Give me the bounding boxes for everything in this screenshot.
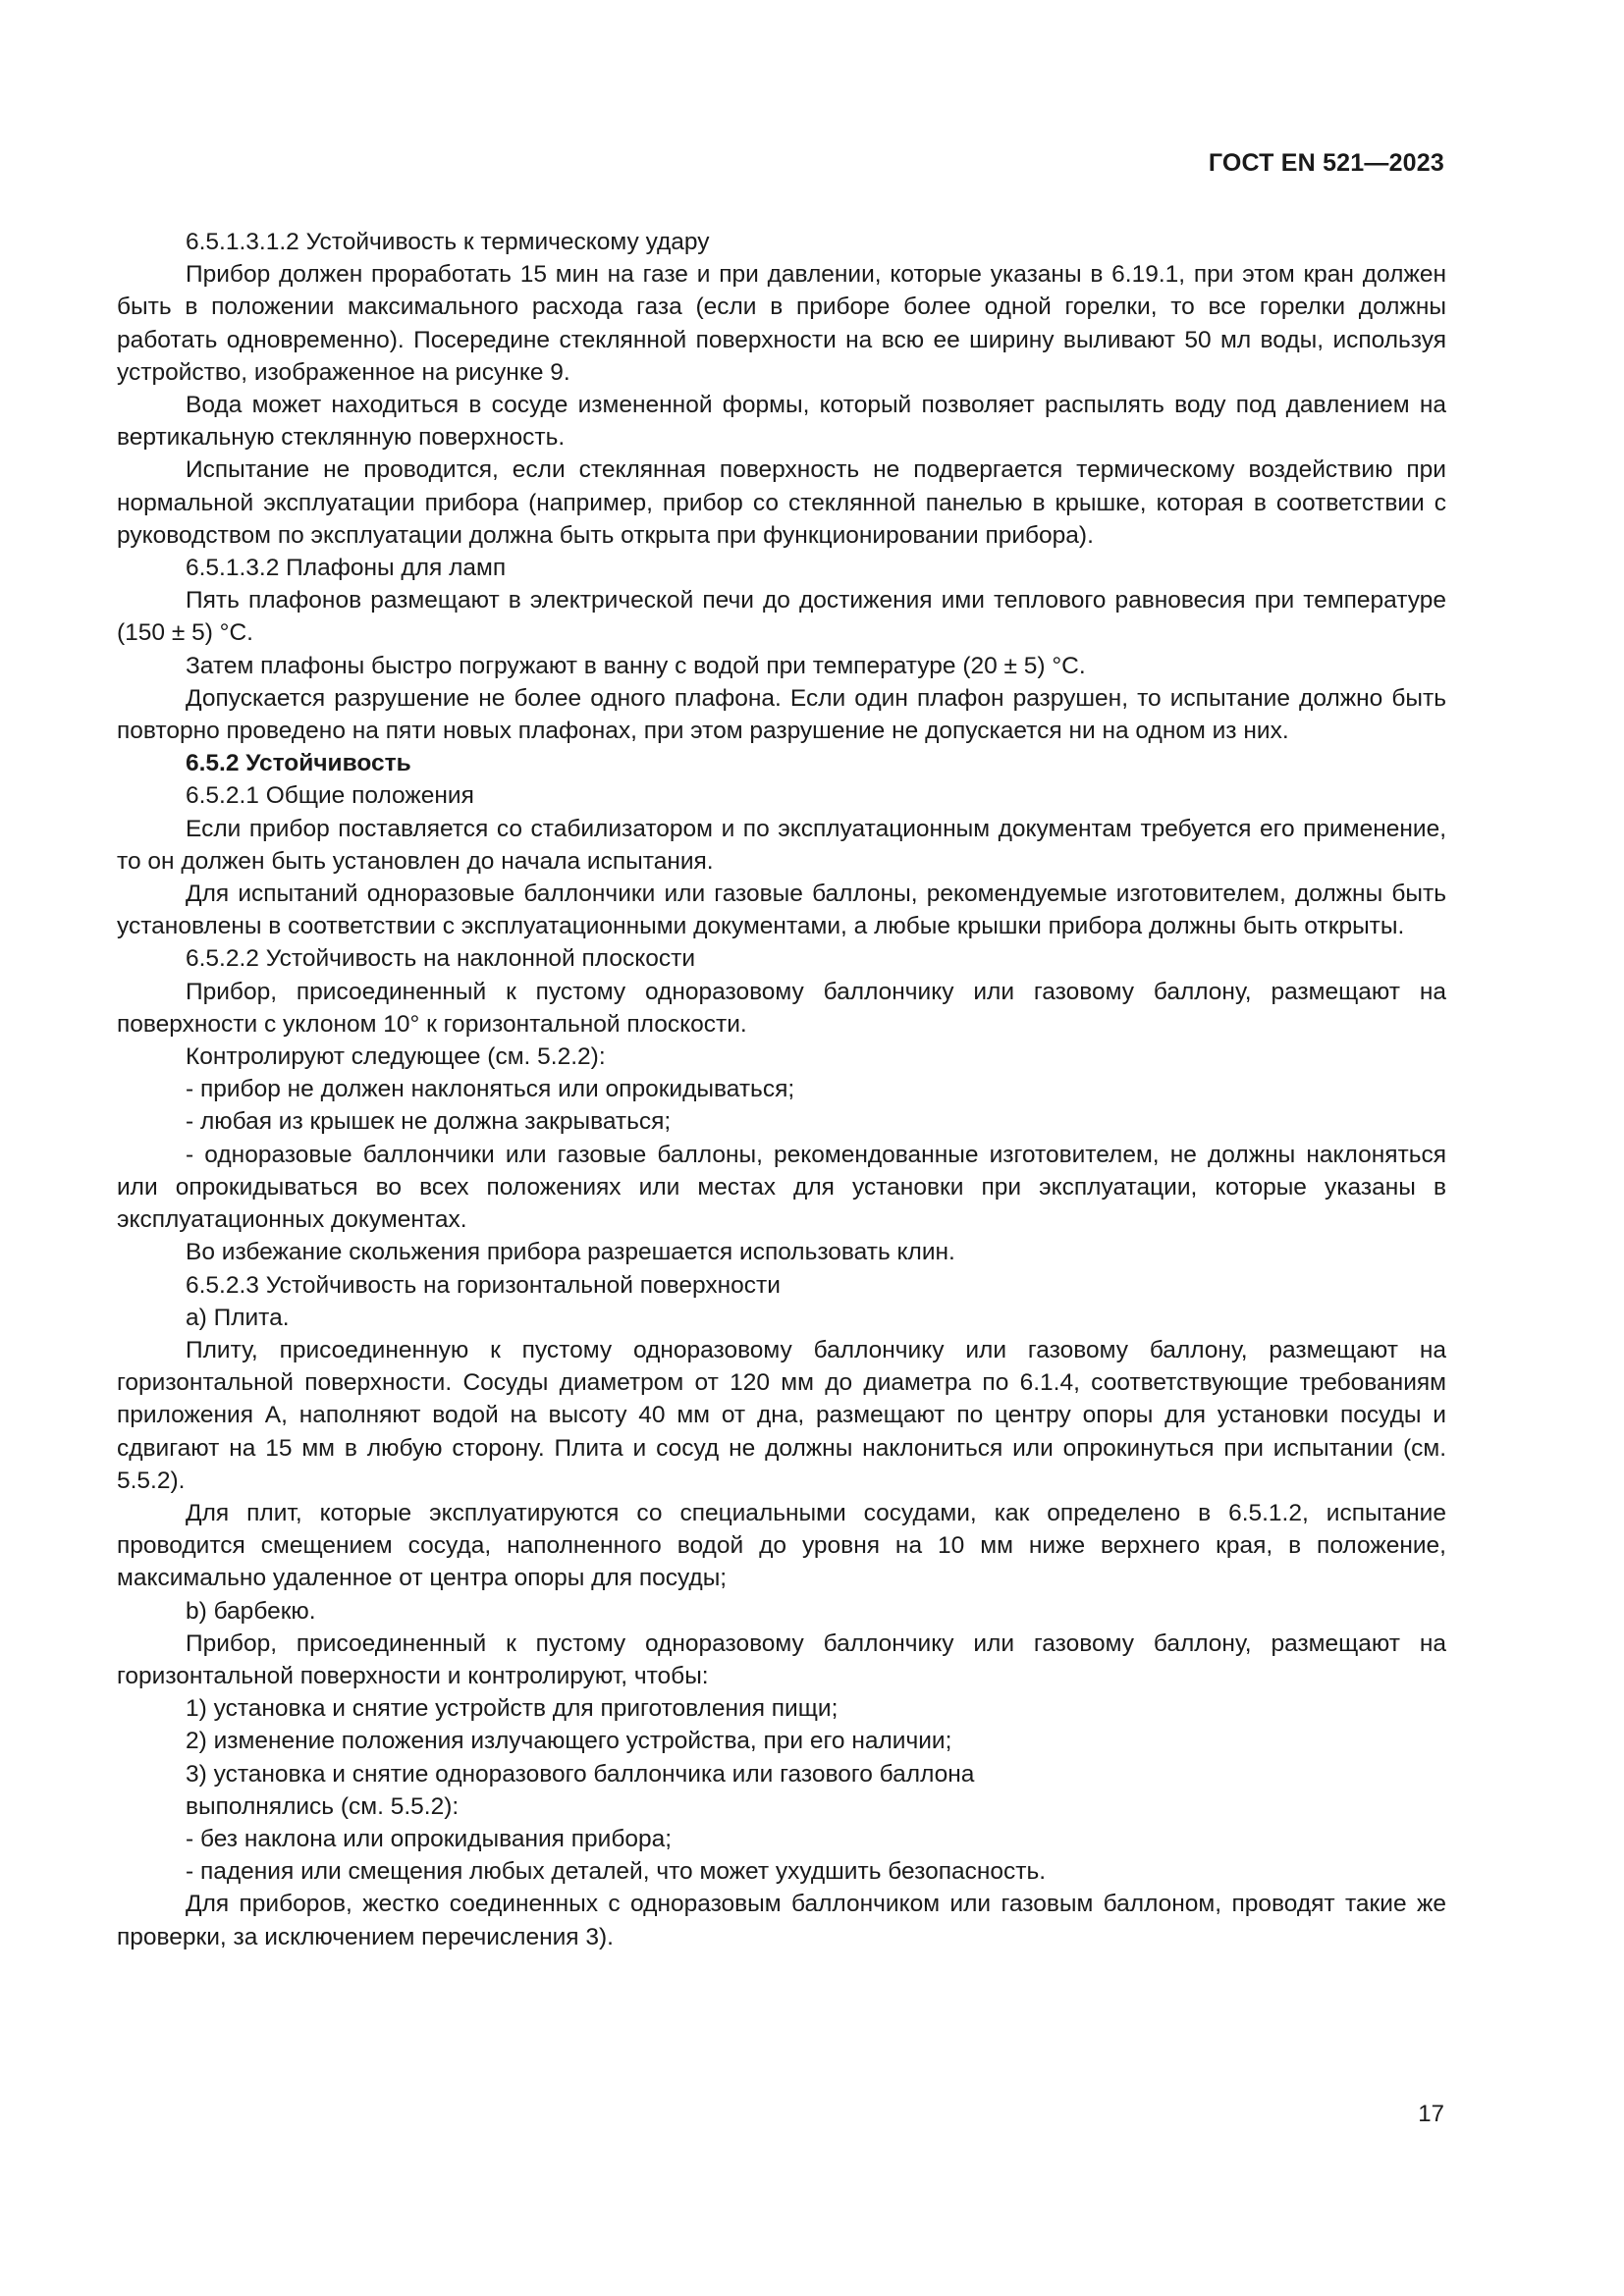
list-item: b) барбекю. [186,1597,316,1625]
clause-heading: 6.5.2.1 Общие положения [186,782,474,810]
clause-heading: 6.5.1.3.1.2 Устойчивость к термическому удару [186,229,710,255]
paragraph: Контролируют следующее (см. 5.2.2): [186,1043,606,1071]
list-item: a) Плита. [186,1304,290,1331]
document-header-standard: ГОСТ EN 521—2023 [1208,149,1444,177]
document-body [117,226,1446,1953]
list-item: - без наклона или опрокидывания прибора; [186,1825,673,1852]
paragraph: Во избежание скольжения прибора разрешается использовать клин. [186,1239,955,1266]
paragraph: выполнялись (см. 5.5.2): [186,1792,460,1820]
clause-heading: 6.5.2.3 Устойчивость на горизонтальной поверхности [186,1271,781,1299]
paragraph: Пять плафонов размещают в электрической печи до достижения ими теплового равновесия при температуре (150 ± 5) °С. [117,587,1446,647]
paragraph: Прибор, присоединенный к пустому одноразовому баллончику или газовому баллону, размещают на горизонтальной поверхности и контролируют, чтобы: [117,1629,1446,1689]
list-item: 1) установка и снятие устройств для приготовления пищи; [186,1695,839,1723]
paragraph: Прибор должен проработать 15 мин на газе и при давлении, которые указаны в 6.19.1, при этом кран должен быть в положении максимального расхода газа (если в приборе более одной горелки, то все горелки должны работать одновременно). Посередине стеклянной поверхности на всю ее ширину выливают 50 мл воды, используя устройство, изображенное на рисунке 9. [117,261,1446,386]
list-item: 2) изменение положения излучающего устройства, при его наличии; [186,1728,952,1755]
list-item: 3) установка и снятие одноразового баллончика или газового баллона [186,1760,975,1788]
list-item: - падения или смещения любых деталей, что может ухудшить безопасность. [186,1858,1047,1886]
paragraph: Вода может находиться в сосуде измененной формы, который позволяет распылять воду под давлением на вертикальную стеклянную поверхность. [117,392,1446,452]
page-number: 17 [1418,2101,1444,2127]
paragraph: Для плит, которые эксплуатируются со специальными сосудами, как определено в 6.5.1.2, испытание проводится смещением сосуда, наполненного водой до уровня на 10 мм ниже верхнего края, в положение, максимально удаленное от центра опоры для посуды; [117,1499,1446,1592]
clause-heading: 6.5.1.3.2 Плафоны для ламп [186,555,507,582]
paragraph: Прибор, присоединенный к пустому одноразовому баллончику или газовому баллону, размещают на поверхности с уклоном 10° к горизонтальной плоскости. [117,978,1446,1038]
clause-heading: 6.5.2.2 Устойчивость на наклонной плоскости [186,945,695,973]
paragraph: Затем плафоны быстро погружают в ванну с водой при температуре (20 ± 5) °С. [186,652,1086,679]
section-heading: 6.5.2 Устойчивость [186,750,411,777]
paragraph: Плиту, присоединенную к пустому одноразовому баллончику или газовому баллону, размещают на горизонтальной поверхности. Сосуды диаметром от 120 мм до диаметра по 6.1.4, соответствующие требованиям приложения А, наполняют водой на высоту 40 мм от дна, размещают по центру опоры для установки посуды и сдвигают на 15 мм в любую сторону. Плита и сосуд не должны наклониться или опрокинуться при испытании (см. 5.5.2). [117,1336,1446,1494]
list-item: - любая из крышек не должна закрываться; [186,1108,672,1136]
paragraph: Если прибор поставляется со стабилизатором и по эксплуатационным документам требуется его применение, то он должен быть установлен до начала испытания. [117,815,1446,875]
list-item: - одноразовые баллончики или газовые баллоны, рекомендованные изготовителем, не должны наклоняться или опрокидываться во всех положениях или местах для установки при эксплуатации, которые указаны в эксплуатационных документах. [117,1141,1446,1234]
list-item: - прибор не должен наклоняться или опрокидываться; [186,1076,795,1103]
paragraph: Для приборов, жестко соединенных с одноразовым баллончиком или газовым баллоном, проводят такие же проверки, за исключением перечисления 3). [117,1891,1446,1950]
paragraph: Для испытаний одноразовые баллончики или газовые баллоны, рекомендуемые изготовителем, должны быть установлены в соответствии с эксплуатационными документами, а любые крышки прибора должны быть открыты. [117,881,1446,940]
paragraph: Испытание не проводится, если стеклянная поверхность не подвергается термическому воздействию при нормальной эксплуатации прибора (например, прибор со стеклянной панелью в крышке, которая в соответствии с руководством по эксплуатации должна быть открыта при функционировании прибора). [117,456,1446,549]
paragraph: Допускается разрушение не более одного плафона. Если один плафон разрушен, то испытание должно быть повторно проведено на пяти новых плафонах, при этом разрушение не допускается ни на одном из них. [117,684,1446,745]
